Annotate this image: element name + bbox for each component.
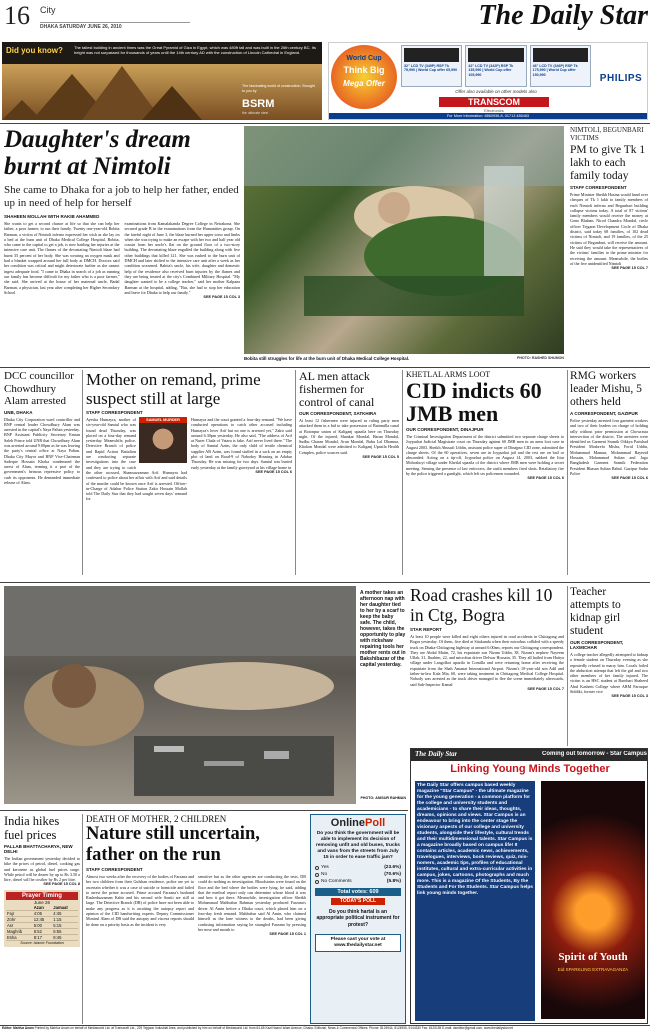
road-jump: SEE PAGE 15 COL 7 — [527, 686, 564, 691]
poll-option-value: (23.6%) — [384, 865, 401, 870]
farzana-story — [86, 814, 306, 1024]
online-poll[interactable] — [310, 814, 406, 1024]
street-photo-caption: A mother takes an afternoon nap with her daughter tied to her by a scarf to keep the baby safe. The child, however, takes the opportunity to play with rickshaw repairing tools her mother rents out in Bakshibazar of the capital yesterday. — [360, 590, 406, 668]
poll-option[interactable] — [315, 871, 401, 878]
star-campus-cover — [541, 781, 645, 1019]
nimtoli-byline: STAFF CORRESPONDENT — [570, 185, 627, 190]
bsrm-ad[interactable] — [2, 42, 322, 120]
jmb-byline: OUR CORRESPONDENT, DINAJPUR — [406, 427, 484, 432]
dcc-byline: UNB, DHAKA — [4, 409, 33, 415]
poll-option-value: (5.8%) — [386, 879, 401, 884]
prayer-table — [6, 905, 78, 941]
page-number: 16 — [4, 2, 30, 30]
masthead-rule — [40, 22, 190, 23]
table-row: Zohr 12:45 1:15 — [6, 917, 78, 923]
farzana-byline: STAFF CORRESPONDENT — [86, 867, 143, 872]
fuel-headline: India hikes fuel prices — [4, 814, 60, 842]
rule — [295, 370, 296, 575]
jmb-story — [406, 370, 564, 575]
teacher-headline: Teacher attempts to kidnap girl student — [570, 586, 621, 637]
rule — [0, 810, 408, 811]
radio-icon — [315, 880, 319, 884]
bsrm-logo: BSRM — [242, 98, 275, 110]
tv-offer-2 — [465, 45, 526, 87]
world-cup-badge — [331, 45, 397, 109]
think-big-label: Think Big — [343, 65, 385, 75]
samuel-columns — [86, 417, 292, 502]
lead-story — [4, 126, 240, 366]
poll-option-label: No — [321, 872, 328, 877]
road-body: At least 10 people were killed and eight others injured in road accidents in Chittagong and Bogra yesterday. Of them, five died at Sitakunda when their microbus collided with a speedy truck on Dhaka-Chittagong highway at around 6.00am, reports our Chittagong correspondent. They are Abdul Matin, 72, his expatriate son Nizam Uddin, 38, Nizam's nephew Nayeem Ullah, 31, Ibrahim, 22, and microbus driver Delwar Hossain, 35. They all hailed from Hatiya village under Langolkot upazila in Comilla and were returning home after receiving the expatriate from the Shah Amanat International Airport. Nizam's 10-year-old son Adil and father-in-law Kala Mia, 60, were taking treatment in Chittagong Medical College Hospital. Nobody was arrested as the truck driver managed to flee the scene immediately afterwards, said Sub-Inspector Kamal — [410, 634, 564, 687]
road-story — [410, 586, 564, 746]
table-row: Maghrib 6:52 6:55 — [6, 929, 78, 935]
teacher-jump: SEE PAGE 15 COL 3 — [611, 694, 648, 699]
also-available: Offer also available on other models also — [455, 89, 537, 94]
rmg-story — [570, 370, 648, 580]
jmb-jump: SEE PAGE 15 COL 6 — [527, 476, 564, 481]
samuel-photo-label: SAMUEL MURDER — [139, 417, 187, 423]
lead-kicker: She came to Dhaka for a job to help her father, ended up in need of help for herself — [4, 184, 239, 209]
lead-columns — [4, 221, 240, 299]
samuel-photo — [139, 423, 187, 463]
nimtoli-kicker: NIMTOLI, BEGUNBARI VICTIMS — [570, 126, 644, 142]
rule — [0, 582, 650, 583]
dcc-story — [4, 370, 80, 575]
nimtoli-body: Prime Minister Sheikh Hasina would hand over cheques of Tk 1 lakh to family members of each Nimtoli inferno and Begunbari building collapse victims today. A total of 87 victims' family members would receive the money at Gono Bhaban. Nirod Chandra Mondal, circle officer Tejgaon Development Circle of Dhaka district, said today 68 families, of 102 dead victims of Nimtoli, and 19 families, of the 25 victims of Begunbari, will receive the amount. He said they would take the representatives of the victims' families to the prime minister for receiving the amount. Meanwhile, the bodies of the five unidentified Nimtoli — [570, 192, 648, 266]
mother-child-image — [4, 586, 356, 804]
street-photo-credit: PHOTO: ANISUR RAHMAN — [360, 796, 406, 800]
rmg-body: Police yesterday arrested four garment workers and two of their leaders on charge of holding rally without prior permission at Chowrasta intersection of the district. The arrestees were identified as Garment Sramik Oikkya Parishad President Moshrefa Mishu, Forid Uddin, Mohammad Mamun, Mohammad Bayezid Hossain, Mohammad Sultan and Jago Bangladesh Garment Sramik Federation President Bhasan Sultan Babul. Gazipur Sadar Police — [570, 418, 648, 476]
farzana-kicker: DEATH OF MOTHER, 2 CHILDREN — [86, 814, 227, 824]
lead-photo-caption: Bobita still struggles for life at the burn unit of Dhaka Medical College Hospital. — [244, 356, 410, 361]
rule — [82, 370, 83, 575]
todays-poll-question: Do you think hartal is an appropriate political instrument for protest? — [316, 909, 400, 928]
teacher-byline: OUR CORRESPONDENT, LAXMICHAR — [570, 640, 624, 650]
footer-details: Printed by Mahfuz Anam on behalf of Mediaworld Ltd. at Transcraft Ltd., 229 Tejgaon Industrial Area, and published by him on behalf of Mediaworld Ltd. from 64-65 Kazi Nazrul Islam Avenue, Dhaka. Editorial, News & Commercial Offices: Phone: 8124944, 8124955, 9144330 Fax: 8125155 E-mail: dseditor@gmail.com, www.thedailystar.net — [34, 1026, 513, 1030]
tv-offer-text: 46" LCD TV (346P) RSP Tk 175,990 | World Cup offer 150,990 — [532, 64, 578, 77]
teacher-story — [570, 586, 648, 746]
radio-icon — [315, 866, 319, 870]
contact-strip: For More Information: 8860936-8, 01713 486463 — [329, 113, 647, 120]
table-row: Esha 8:17 8:45 — [6, 935, 78, 941]
poll-total: Total votes: 609 — [315, 888, 401, 896]
tv-offer-text: 32" LCD TV (349P) RSP Tk 75,990 | World Cup offer 65,990 — [404, 64, 458, 73]
lead-body-col1: She wants to get a second chance at life so that she can help her father, a poor farmer, to run their family. Twenty one-year-old Bobita Barman, a victim of Nimtoli inferno expressed her wish as she lay on a bed at the burn unit of Dhaka Medical College Hospital. Bobita, who came to the capital to get a job, is now battling her injuries at the intensive care unit. The flames of the devastating Nimtoli blaze had burnt 35 percent of her body. She was wearing an oxygen mask and had a blanket wrapped around her full body at DMCH. Doctors said her condition was critical and might deteriorate further as she cannot ingest adequate food. "I came to Dhaka in search of a job as running our family has become difficult for my father who is a poor farmer," she said. She arrived at the house of her maternal uncle, Badal Barman, a physician, last year after completing her Higher Secondary School — [4, 221, 120, 295]
hospital-bed-image — [244, 126, 564, 354]
farzana-jump: SEE PAGE 15 COL 1 — [269, 932, 306, 937]
star-campus-paper: The Daily Star — [415, 750, 458, 758]
lead-photo — [244, 126, 564, 354]
samuel-body-col1: Ayesha Humayra, mother of six-year-old Samiul who was found dead Thursday, was placed on a four-day remand yesterday. Meanwhile, police, Detective Branch of police and Rapid Action Battalion are conducting separate investigations into the case and they are trying to catch the other accused, Shamsuzzaman Arif. Humayra had confessed to police about her affair with Arif and said details of the murder could be known once Arif is arrested. Officer-in-Charge of Adabar Police Station Zakir Hossain Mollah told The Daily Star that they had sought seven days' remand for — [86, 417, 187, 502]
poll-title — [311, 815, 405, 829]
nimtoli-jump: SEE PAGE 15 COL 7 — [611, 266, 648, 271]
rmg-jump: SEE PAGE 15 COL 6 — [611, 476, 648, 481]
fuel-jump: SEE PAGE 15 COL 8 — [43, 882, 80, 887]
samuel-jump: SEE PAGE 15 COL 6 — [255, 469, 292, 474]
footer-editor: Editor: Mahfuz Anam — [2, 1026, 34, 1030]
samuel-byline: STAFF CORRESPONDENT — [86, 410, 143, 415]
world-cup-label: World Cup — [346, 55, 382, 62]
tv-offer-3 — [530, 45, 591, 87]
tv-offer-row — [401, 45, 591, 87]
rule — [82, 814, 83, 1024]
masthead — [0, 0, 650, 42]
fuel-body: The Indian government yesterday decided to hike the prices of petrol, diesel, cooking gas and kerosene as global fuel prices surge. While petrol will be dearer by up to Rs 3.50 a litre, diesel will be costlier by Rs 2 per litre. — [4, 856, 80, 883]
paper-nameplate: The Daily Star — [478, 0, 648, 31]
prayer-date: June 26 — [33, 900, 50, 906]
poll-title-online: Online — [330, 817, 366, 829]
poll-title-poll: Poll — [365, 817, 386, 829]
dcc-body: Dhaka City Corporation ward councillor and BNP central leader Chowdhury Alam was arrested in the capital's Naya Paltan yesterday. BNP Assistant Publicity Secretary Emran Saleh Prince told UNB that Chowdhury Alam was arrested around 9.00pm as he was leaving the party's central office at Naya Paltan. Dhaka City Mayor and BNP Vice-Chairman Sadeque Hossain Khoka condemned the arrest of Alam, terming it a part of the government's heinous repressive policy to curb its opponents. He demanded immediate release of Alam. — [4, 416, 80, 486]
table-row: Asr 5:00 5:15 — [6, 923, 78, 929]
fact-text: The tallest building in ancient times was the Great Pyramid of Giza in Egypt, which was 480ft tall and was built in the 26th century BC. Its height was not surpassed for thousands of years until the 14th century AD with the construction of Lincoln Cathedral in England. — [74, 45, 316, 55]
road-byline: STAR REPORT — [410, 627, 442, 632]
poll-option-value: (70.6%) — [384, 872, 401, 877]
prayer-header-row: Azan Jamaat — [6, 905, 78, 911]
nimtoli-headline: PM to give Tk 1 lakh to each family today — [570, 144, 646, 182]
transcom-logo: TRANSCOM — [439, 97, 549, 107]
street-photo — [4, 586, 356, 804]
fuel-story — [4, 814, 80, 1024]
samuel-body-col2: Humayra and the court granted a four-day remand. "We have conducted operations to catch other accused including Humayra's lover Arif but no one is arrested yet," Zakir said around 6.30pm yesterday. He also said, "The address of Arif at Nurer Chala of Vatara is fake. Arif never lived there." The body of Samiul Azim, the only child of textile chemical supplier AB Azim, was found stuffed in a sack on an empty plot of land on Road-9 of Nabodoy Housing in Adabar Thursday. He was missing for two days. Samiul was buried early yesterday at the family graveyard at his village home in — [191, 417, 292, 470]
lead-photo-credit: PHOTO: RASHED SHUMON — [516, 356, 564, 360]
dateline: DHAKA SATURDAY JUNE 26, 2010 — [40, 24, 122, 30]
star-campus-cover-title: Spirit of Youth — [558, 951, 628, 963]
dcc-headline: DCC councillor Chowdhury Alam arrested — [4, 370, 74, 407]
rule — [0, 123, 650, 124]
transcom-note: Electronics — [484, 108, 504, 113]
samuel-headline: Mother on remand, prime suspect still at large — [86, 370, 261, 408]
todays-poll-label: TODAY'S POLL — [331, 898, 385, 905]
prayer-source: Source: Islamic Foundation — [20, 941, 64, 946]
tv-offer-text: 42" LCD TV (342P) RSP Tk 135,990 | World Cup offer 105,990 — [468, 64, 514, 77]
al-men-story — [299, 370, 399, 575]
prayer-box — [4, 890, 80, 947]
poll-option-label: Yes — [321, 865, 329, 870]
rmg-byline: A CORRESPONDENT, GAZIPUR — [570, 411, 638, 416]
rule — [402, 370, 403, 575]
farzana-headline: Nature still uncertain, father on the run — [86, 824, 260, 865]
farzana-body-col2: sensitive but as the other agencies are conducting the tests, DB could do nothing as investigation. Bloodstains were found on the floor and the bed where the bodies were lying, he said, adding that the medical report only can determine whose blood it was and how it got there. Meanwhile, investigation officer Sheikh Mohammad Mahbubur Rahman yesterday produced Farzana's driver Al Amin before a Dhaka court, which placed him on a four-day fresh remand. Mahbubur said Al Amin, who claimed himself as the lone witness to the deaths, had been giving confusing information saying he strangled Farzana by pressing her nose and mouth to — [198, 874, 306, 932]
table-row: Fajr 4:05 4:45 — [6, 911, 78, 917]
jmb-headline: CID indicts 60 JMB men — [406, 378, 542, 426]
lead-byline: SHAHEEN MOLLAH WITH RAKIB AHAMMED — [4, 214, 100, 219]
poll-option[interactable] — [315, 864, 401, 871]
philips-ad[interactable] — [328, 42, 648, 120]
samuel-photo-box — [139, 417, 187, 463]
nimtoli-story — [570, 126, 648, 366]
mega-offer-label: Mega Offer — [343, 79, 385, 88]
did-you-know-tag: Did you know? — [6, 46, 63, 55]
lead-body-col2: examinations from Kamalakanda Degree College in Netrakona. She secured grade B in the examinations from the Humanities group. On the fateful night of June 3, the blaze burned her upper torso and limbs when she was trying to make an escape with her two and half year old cousin from her uncle's flat on the ground floor of a two-story building. The devastating blaze engulfed the building along with five other buildings that killed 121. She was rushed to the burn unit of DMCH and later shifted to the intensive care unit after a week as her condition worsened. Babita's uncle, his wife, daughter and domestic help of the residence also received burn injuries by the flames and they are being treated at the city's Combined Military Hospital. "My daughter wanted to be a college teacher," said her mother Kalpana Barman at the hospital, adding, "But, she had to stop her education and leave for Dhaka to help our family." — [124, 221, 240, 295]
fuel-byline: PALLAB BHATTACHARYA, NEW DELHI — [4, 844, 73, 854]
jmb-kicker: KHETLAL ARMS LOOT — [406, 370, 491, 379]
poll-option[interactable] — [315, 878, 401, 885]
al-men-headline: AL men attack fishermen for control of canal — [299, 370, 375, 409]
tv-offer-1 — [401, 45, 462, 87]
lead-jump: SEE PAGE 15 COL 3 — [203, 295, 240, 300]
star-campus-cover-sub: Eid SPARKLING EXTRAVAGANZA — [557, 967, 629, 972]
poll-option-label: No Comments — [321, 879, 352, 884]
prayer-title: Prayer Timing — [6, 892, 78, 900]
jmb-body: The Criminal Investigation Department of the district submitted two separate charge sheets to Joypurhat Judicial Magistrate court on Thursday against 60 JMB men in an arms loot case in August 2003. Sheikh Abusufi Uddin, assistant police super of Dinajpur CID zone, submitted the charge sheets. Of the 60 operatives, seven are in Joypurhat jail and the rest are on bail or absconded. Acting on a tip-off, Joypurhat police on August 14, 2003, nabbed the Ittar Mohoshoyi village under Khetlal upazila of the district where JMB men were holding a secret meeting. Sensing the presence of law enforcers, the outfit members fired shots. Retaliatory fire by the police triggered a gunfight, which left six policemen wounded. — [406, 434, 564, 477]
star-campus-coming: Coming out tomorrow - Star Campus — [542, 751, 647, 757]
lead-headline: Daughter's dream burnt at Nimtoli — [4, 126, 191, 180]
poll-question: Do you think the government will be able to implement its decision of removing unfit and old buses, trucks and vans from the streets from July 15 in order to ease traffic jam? — [316, 831, 400, 860]
section-name: City — [40, 5, 56, 15]
teacher-body: A college teacher allegedly attempted to kidnap a female student on Thursday evening as she repeatedly refused to marry him. Locals foiled the abduction attempt that left the girl and two other members of her family injured. The victim is an HSC student at Barobari Shaheed Abul Kashem College where ARM Farruque Siddiki, former vice — [570, 652, 648, 695]
footer-imprint — [2, 1026, 648, 1032]
rmg-headline: RMG workers leader Mishu, 5 others held — [570, 370, 642, 408]
al-men-body: At least 12 fishermen were injured as ruling party men attacked them in a bid to take possession of Bainmilla canal at Botonpur union of Kaliganj upazila here on Thursday night. Of the injured, Shankar Mondal, Haran Mondal, Sudhu Charan Mondal, Arun Mondal, Babu Lal Dhamua, Khokon Mondal were admitted to Kaliganj Upazila Health Complex, police sources said. — [299, 418, 399, 455]
farzana-columns — [86, 874, 306, 936]
philips-logo: PHILIPS — [599, 73, 643, 84]
ad-slogan: The fascinating world of construction. Brought to you by — [242, 84, 315, 93]
star-campus-blurb: The Daily Star offers campus based weekly magazine "Star Campus" - the ultimate magazine for the young generation - a common platform for the college and university students and academicians - to share their ideas, thoughts, dreams, opinions and views. Star Campus is an endeavour to bring into the center stage the visionary aspects of our college and university students, alongside their lifestyle, cultural trends and their multidimensional talents. Star Campus is a magazine broadly based on campus life! It contains articles, academic news, achievements, travelogues, interviews, book reviews, quiz, mis-nomers, academic tips, profiles of educational institutes, cultural and extra-curricular activities in campus, jokes, cartoons, photographs and much more. This is a magazine Of the Students, By the Students and For the Students. Star Campus helps link young minds together. — [415, 781, 535, 1021]
bsrm-tagline: the ultimate steel — [242, 111, 269, 115]
road-headline: Road crashes kill 10 in Ctg, Bogra — [410, 586, 553, 625]
rule — [0, 367, 650, 368]
rule — [567, 586, 568, 746]
star-campus-ad[interactable] — [410, 748, 648, 1024]
poll-cta-link[interactable]: Please cast your vote at www.thedailystar.net — [315, 934, 401, 952]
samuel-story — [86, 370, 292, 575]
rule — [567, 370, 568, 575]
radio-icon — [315, 873, 319, 877]
al-men-jump: SEE PAGE 15 COL 5 — [362, 455, 399, 460]
star-campus-headline: Linking Young Minds Together — [450, 763, 610, 775]
al-men-byline: OUR CORRESPONDENT, SATKHIRA — [299, 411, 377, 416]
poll-options — [311, 863, 405, 886]
farzana-body-col1: Almost two weeks after the recovery of the bodies of Farzana and her two children from their Gulshan residence, police are yet to ascertain whether it was a case of suicide or homicide and failed to arrest the prime accused. Prime accused Farzana's husband Rasheduzzaman Kabir and his second wife Soniti are still at large. The Detective Branch (DB) of police have not been able to make any progress as it is awaiting the autopsy report and opinion of the CID handwriting experts. Deputy Commissioner Monirul Alam of DB said the autopsy and viscera reports should be done on a priority basis as the incident is very — [86, 874, 194, 927]
